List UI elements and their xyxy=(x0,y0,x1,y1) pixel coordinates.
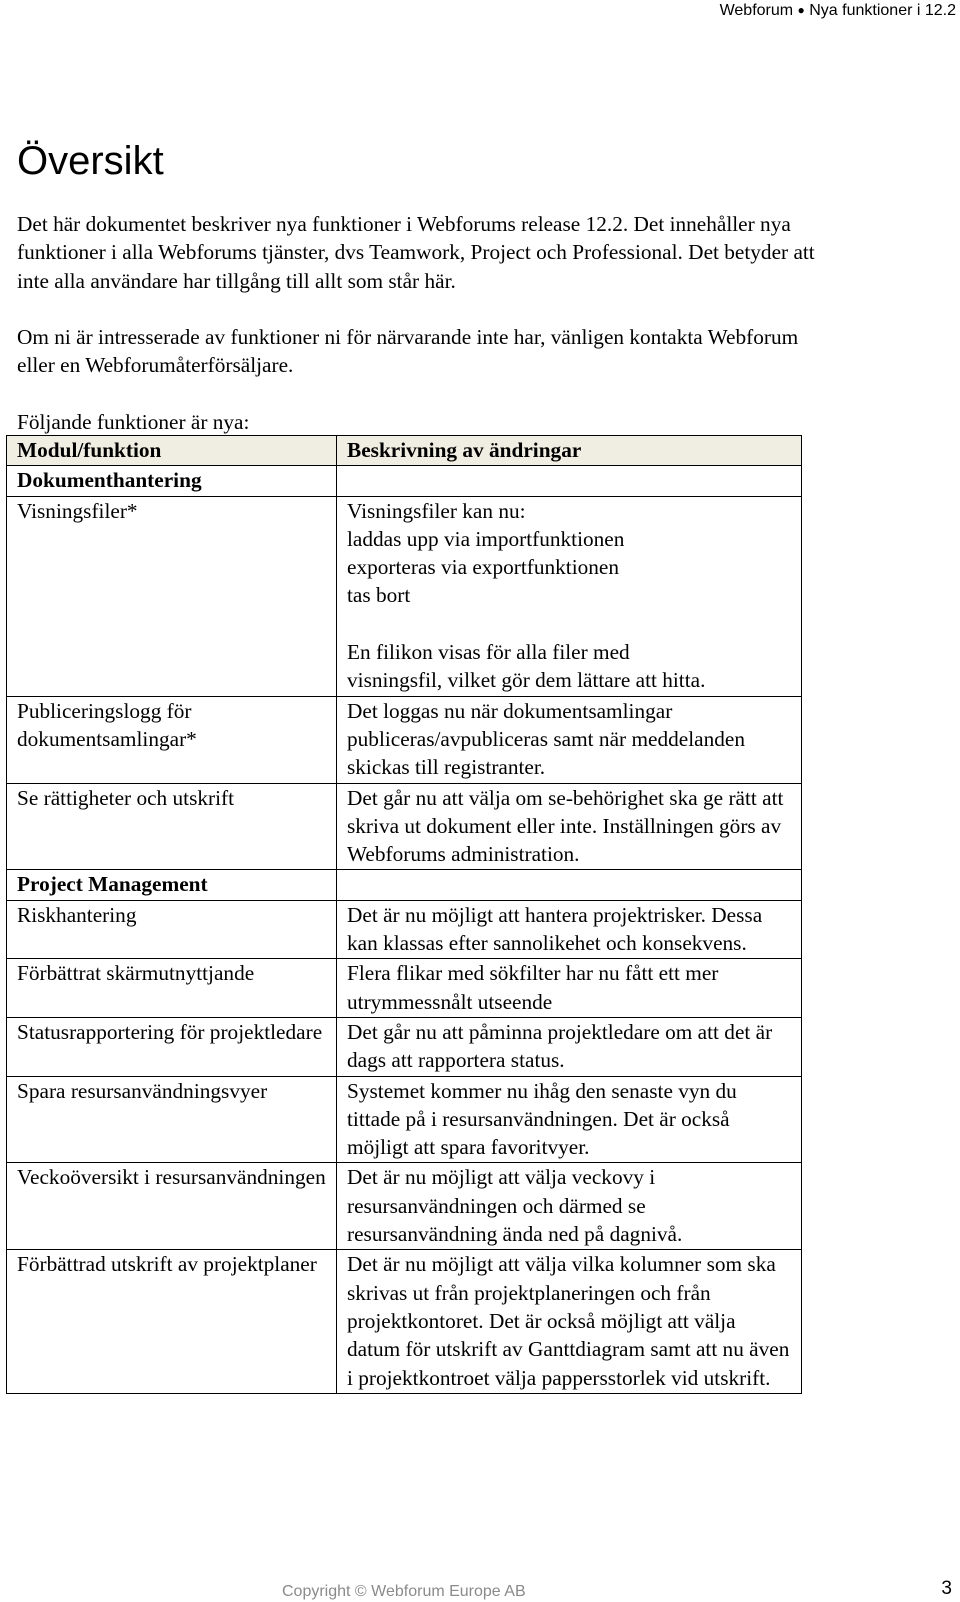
feature-name: Publiceringslogg för dokumentsamlingar* xyxy=(7,696,337,783)
section-row xyxy=(7,466,802,496)
running-header xyxy=(720,0,956,21)
section-description-empty xyxy=(337,870,802,900)
page-title: Översikt xyxy=(17,139,164,183)
feature-description: Det går nu att påminna projektledare om att det är dags att rapportera status. xyxy=(337,1017,802,1076)
description-line: Visningsfiler kan nu: xyxy=(347,498,526,523)
feature-name: Förbättrad utskrift av projektplaner xyxy=(7,1250,337,1393)
feature-name: Se rättigheter och utskrift xyxy=(7,783,337,870)
table-row xyxy=(7,783,802,870)
feature-description: Det är nu möjligt att välja veckovy i resursanvändningen och därmed se resursanvändning ända ned på dagnivå. xyxy=(337,1163,802,1250)
table-row xyxy=(7,1076,802,1163)
feature-description: Flera flikar med sökfilter har nu fått ett mer utrymmessnålt utseende xyxy=(337,959,802,1018)
feature-name: Statusrapportering för projektledare xyxy=(7,1017,337,1076)
page-number: 3 xyxy=(941,1578,952,1599)
feature-description: Det går nu att välja om se-behörighet ska ge rätt att skriva ut dokument eller inte. Inställningen görs av Webforums administration. xyxy=(337,783,802,870)
section-description-empty xyxy=(337,466,802,496)
table-row xyxy=(7,496,802,696)
section-title: Dokumenthantering xyxy=(7,466,337,496)
table-lead-in: Följande funktioner är nya: xyxy=(17,410,250,434)
description-line: laddas upp via importfunktionen xyxy=(347,526,625,551)
feature-description: Det är nu möjligt att välja vilka kolumner som ska skrivas ut från projektplaneringen och från projektkontoret. Det är också möjligt att välja datum för utskrift av Ganttdiagram samt att nu även i projektkontroet välja pappersstorlek vid utskrift. xyxy=(337,1250,802,1393)
table-header-row xyxy=(7,436,802,466)
feature-name: Spara resursanvändningsvyer xyxy=(7,1076,337,1163)
copyright-footer: Copyright © Webforum Europe AB xyxy=(282,1583,526,1600)
contact-paragraph: Om ni är intresserade av funktioner ni för närvarande inte har, vänligen kontakta Webforum eller en Webforumåterförsäljare. xyxy=(17,325,799,378)
description-line: visningsfil, vilket gör dem lättare att hitta. xyxy=(347,668,706,693)
table-row xyxy=(7,1163,802,1250)
features-table xyxy=(6,435,802,1394)
header-doc-name: Webforum xyxy=(719,2,794,19)
description-line: tas bort xyxy=(347,583,411,608)
column-header-description: Beskrivning av ändringar xyxy=(337,436,802,466)
feature-description: Det är nu möjligt att hantera projektrisker. Dessa kan klassas efter sannolikehet och konsekvens. xyxy=(337,900,802,959)
feature-description: Systemet kommer nu ihåg den senaste vyn du tittade på i resursanvändningen. Det är också möjligt att spara favoritvyer. xyxy=(337,1076,802,1163)
feature-name: Riskhantering xyxy=(7,900,337,959)
table-row xyxy=(7,696,802,783)
table-row xyxy=(7,959,802,1018)
feature-description xyxy=(337,496,802,696)
section-title: Project Management xyxy=(7,870,337,900)
header-section-name: Nya funktioner i 12.2 xyxy=(809,2,956,19)
feature-name: Veckoöversikt i resursanvändningen xyxy=(7,1163,337,1250)
table-row xyxy=(7,900,802,959)
blank-line xyxy=(347,610,793,638)
description-line: En filikon visas för alla filer med xyxy=(347,640,630,665)
feature-description: Det loggas nu när dokumentsamlingar publiceras/avpubliceras samt när meddelanden skickas till registranter. xyxy=(337,696,802,783)
description-line: exporteras via exportfunktionen xyxy=(347,555,620,580)
feature-name: Förbättrat skärmutnyttjande xyxy=(7,959,337,1018)
intro-paragraph: Det här dokumentet beskriver nya funktioner i Webforums release 12.2. Det innehåller nya funktioner i alla Webforums tjänster, dvs Teamwork, Project och Professional. Det betyder att inte alla användare har tillgång till allt som står här. xyxy=(17,212,815,293)
section-row xyxy=(7,870,802,900)
bullet-separator-icon: ● xyxy=(797,3,805,17)
feature-name: Visningsfiler* xyxy=(7,496,337,696)
column-header-module: Modul/funktion xyxy=(7,436,337,466)
table-row xyxy=(7,1017,802,1076)
table-row xyxy=(7,1250,802,1393)
